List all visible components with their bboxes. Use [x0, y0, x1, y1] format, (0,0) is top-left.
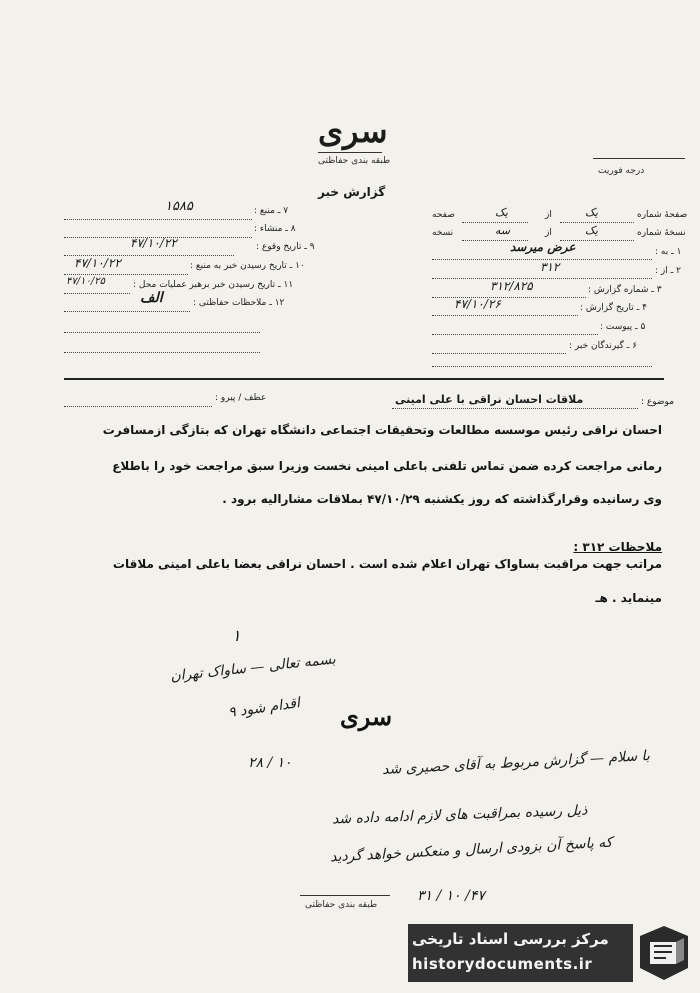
body-line: رمانی مراجعت کرده ضمن تماس تلفنی باعلی امینی نخست وزیرا سبق مراجعت خود را باطلاع	[112, 459, 662, 473]
receipt-source-label: ۱۰ ـ تاریخ رسیدن خبر به منبع :	[190, 261, 305, 271]
source-dots	[64, 219, 252, 220]
reference-label: عطف / پیرو :	[215, 393, 267, 403]
watermark-url: historydocuments.ir	[412, 955, 593, 973]
extra-dots-1	[64, 332, 260, 333]
page-total-dots	[462, 222, 528, 223]
classification-stamp: سری	[340, 702, 393, 731]
report-date-dots	[432, 315, 578, 316]
from-label: ۲ ـ از :	[655, 266, 681, 276]
copy-word: نسخه	[432, 228, 454, 238]
subject-label: موضوع :	[641, 397, 675, 407]
archive-logo-icon	[636, 922, 692, 984]
event-date-value: ۴۷/۱۰/۲۲	[130, 236, 177, 250]
copy-number-value: یک	[585, 224, 598, 237]
receipt-source-dots	[64, 274, 188, 275]
body-line: احسان نراقی رئیس موسسه مطالعات وتحقیقات اجتماعی دانشگاه تهران که بتازگی ازمسافرت	[102, 423, 662, 437]
handwritten-note: اقدام شود ۹	[227, 695, 301, 721]
page-number-label: صفحهٔ شماره	[637, 210, 688, 220]
attachment-label: ۵ ـ پیوست :	[600, 322, 646, 332]
from-dots	[432, 278, 652, 279]
recipients-dots	[432, 353, 566, 354]
footer-line	[300, 895, 390, 896]
watermark-title: مرکز بررسی اسناد تاریخی	[412, 930, 609, 948]
handwritten-date: ۳۱ / ۱۰ /۴۷	[417, 888, 485, 904]
recipients-label: ۶ ـ گیرندگان خبر :	[569, 341, 638, 351]
from-value: ۳۱۲	[540, 260, 560, 274]
footer-classification-caption: طبقه بندی حفاظتی	[305, 900, 378, 910]
handwritten-note: با سلام — گزارش مربوط به آقای حصیری شد	[381, 747, 651, 779]
notes-title: ملاحظات ۳۱۲ :	[573, 540, 662, 554]
reference-dots	[64, 406, 212, 407]
source-value: ۱۵۸۵	[165, 199, 193, 214]
event-date-label: ۹ ـ تاریخ وقوع :	[256, 242, 315, 252]
report-date-label: ۴ ـ تاریخ گزارش :	[580, 303, 647, 313]
receipt-source-value: ۴۷/۱۰/۲۲	[74, 256, 121, 270]
copy-total: سه	[495, 224, 511, 237]
page-number-dots	[560, 222, 634, 223]
page-word: صفحه	[432, 210, 455, 220]
subject-dots	[392, 408, 638, 409]
recipients-dots-2	[432, 366, 652, 367]
handwritten-note: که پاسخ آن بزودی ارسال و منعکس خواهد گردید	[329, 834, 613, 866]
subject-value: ملاقات احسان نراقی با علی امینی	[395, 393, 584, 406]
header-separator	[64, 378, 664, 380]
report-date-value: ۴۷/۱۰/۲۶	[454, 297, 501, 311]
classification-title: سری	[318, 112, 388, 150]
urgency-line	[593, 158, 685, 159]
receipt-ops-value: ۴۷/۱۰/۲۵	[66, 276, 105, 287]
handwritten-note: ۲۸ / ۱۰	[248, 755, 292, 771]
handwritten-note: ذیل رسیده بمراقبت های لازم ادامه داده شد	[331, 802, 588, 828]
source-label: ۷ ـ منبع :	[254, 206, 289, 216]
notes-line: مینماید . هـ	[595, 591, 662, 605]
handwritten-note: بسمه تعالی — ساواک تهران	[169, 651, 337, 685]
to-label: ۱ ـ به :	[655, 247, 682, 257]
classification-caption: طبقه بندی حفاظتی	[318, 156, 391, 166]
notes-line: مراتب جهت مراقبت بساواک تهران اعلام شده است . احسان نراقی بعضا باعلی امینی ملاقات	[112, 557, 662, 571]
attachment-dots	[432, 334, 598, 335]
security-notes-label: ۱۲ ـ ملاحظات حفاظتی :	[193, 298, 285, 308]
extra-dots-2	[64, 352, 260, 353]
body-line: وی رسانیده وقرارگذاشته که روز یکشنبه ۴۷/۱۰/۲۹ بملاقات مشارالیه برود .	[222, 492, 662, 506]
page-total: یک	[495, 206, 508, 219]
copy-of: از	[545, 228, 552, 238]
security-notes-dots	[64, 311, 190, 312]
receipt-ops-label: ۱۱ ـ تاریخ رسیدن خبر برهبر عملیات محل :	[133, 280, 294, 290]
security-notes-value: الف	[140, 290, 163, 306]
report-title: گزارش خبر	[318, 185, 386, 199]
page-number-value: یک	[585, 206, 598, 219]
page-of: از	[545, 210, 552, 220]
receipt-ops-dots	[64, 293, 130, 294]
to-value: عرض میرسد	[510, 240, 576, 254]
report-no-value: ۳۱۲/۸۲۵	[490, 279, 533, 293]
title-underline	[318, 152, 382, 153]
copy-number-label: نسخهٔ شماره	[637, 228, 686, 238]
origin-label: ۸ ـ منشاء :	[254, 224, 296, 234]
report-no-label: ۳ ـ شماره گزارش :	[588, 285, 662, 295]
handwritten-mark: ۱	[232, 626, 241, 645]
urgency-label: درجه فوریت	[598, 166, 645, 176]
